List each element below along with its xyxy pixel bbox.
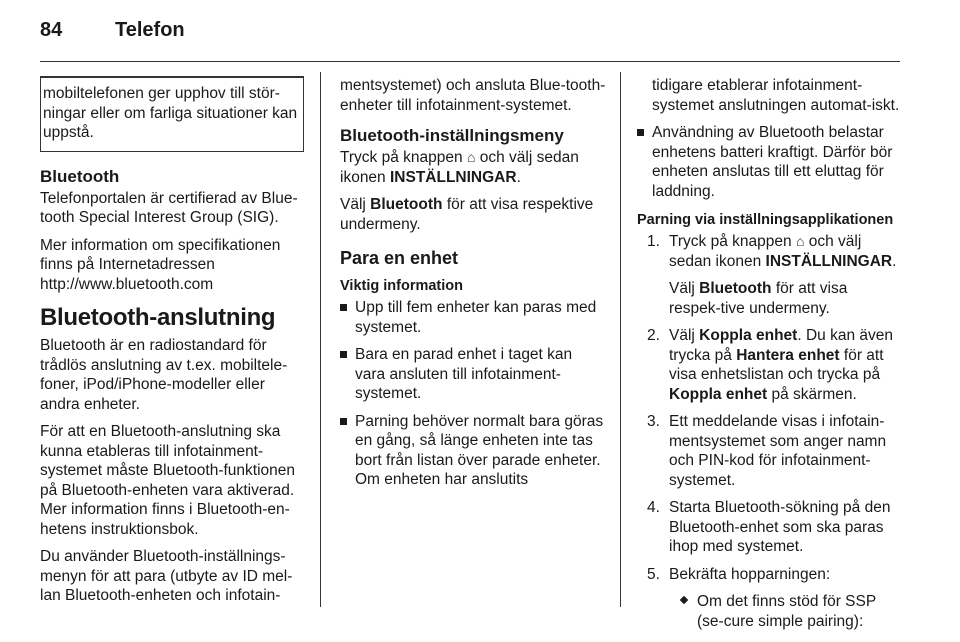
connection-heading: Bluetooth-anslutning [40, 304, 276, 331]
page-title: Telefon [115, 19, 185, 41]
list-item [637, 123, 902, 201]
important-info-heading: Viktig information [340, 278, 463, 294]
step-text: Starta Bluetooth-sökning på den Bluetooth-enhet som ska paras ihop med systemet. [669, 499, 891, 555]
connection-paragraph-1: Bluetooth är en radiostandard för trådlös anslutning av t.ex. mobiltele-foner, iPod/iPhone-modeller eller andra enheter. [40, 337, 288, 413]
step-3 [637, 412, 902, 490]
bluetooth-paragraph-2: Mer information om specifikationen finns på Internetadressen http://www.bluetooth.com [40, 236, 281, 293]
bluetooth-label: Bluetooth [370, 196, 443, 213]
text-run: Tryck på knappen [669, 233, 792, 250]
step-text: Bekräfta hopparningen: [669, 565, 831, 583]
continued-paragraph: mentsystemet) och ansluta Blue-tooth-enheter till infotainment-systemet. [340, 77, 606, 114]
list-item-text: Upp till fem enheter kan paras med systemet. [355, 299, 597, 336]
column-2 [340, 76, 606, 498]
step-number: 5. [647, 565, 660, 583]
list-item-text: Parning behöver normalt bara göras en gång, så länge enheten inte tas bort från listan över parade enheter. Om enheten har anslutits [355, 412, 604, 488]
diamond-bullet-icon [680, 596, 688, 604]
square-bullet-icon [340, 418, 347, 425]
pair-device-heading: Para en enhet [340, 248, 459, 268]
square-bullet-icon [637, 129, 644, 136]
header-rule [40, 61, 900, 62]
text-run: Tryck på knappen [340, 149, 463, 166]
text-run: . [516, 168, 521, 186]
step-number: 2. [647, 327, 660, 344]
step-4 [637, 498, 902, 557]
square-bullet-icon [340, 304, 347, 311]
step-number: 4. [647, 499, 660, 516]
bluetooth-label: Bluetooth [699, 280, 772, 297]
text-run: för att visa respektive undermeny. [340, 196, 594, 233]
step-text: Ett meddelande visas i infotain-mentsystemet som anger namn och PIN-kod för infotainment-systemet. [669, 413, 887, 489]
step-5-sublist [637, 592, 902, 631]
text-run: och välj sedan ikonen [669, 233, 862, 270]
column-1 [40, 76, 304, 614]
settings-menu-paragraph-2 [340, 195, 606, 234]
bluetooth-heading: Bluetooth [40, 166, 120, 186]
text-run: Välj [669, 280, 695, 297]
list-item [340, 412, 606, 490]
text-run: för att visa respek-tive undermeny. [669, 280, 848, 317]
step-text [669, 232, 902, 271]
settings-menu-paragraph-1 [340, 148, 606, 187]
connection-paragraph-3: Du använder Bluetooth-inställnings-menyn för att para (utbyte av ID mel-lan Bluetooth-enheten och infotain- [40, 548, 293, 604]
warning-box [40, 76, 304, 152]
text-run: och välj sedan ikonen [340, 149, 579, 186]
manage-device-label: Hantera enhet [736, 346, 840, 364]
list-item [340, 345, 606, 404]
connection-paragraph-2: För att en Bluetooth-anslutning ska kunna etableras till infotainment-systemet måste Bluetooth-funktionen på Bluetooth-enheten vara aktiverad. Mer information finns i Bluetooth-en-hetens instruktionsbok. [40, 423, 296, 538]
column-divider-2 [620, 72, 621, 607]
home-icon: ⌂ [466, 149, 476, 165]
text-run: Välj [669, 327, 695, 344]
continued-paragraph: tidigare etablerar infotainment-systemet anslutningen automat-iskt. [652, 77, 900, 114]
text-run: . Du kan även trycka på [669, 327, 893, 364]
settings-menu-heading: Bluetooth-inställningsmeny [340, 126, 564, 145]
step-1 [637, 232, 902, 318]
text-run: . [892, 252, 897, 270]
settings-label: INSTÄLLNINGAR [390, 168, 517, 186]
pair-device-label: Koppla enhet [669, 385, 768, 403]
step-2 [637, 326, 902, 404]
text-run: på skärmen. [771, 385, 857, 403]
warning-text: mobiltelefonen ger upphov till stör-ningar eller om farliga situationer kan uppstå. [43, 85, 298, 141]
list-item-text: Användning av Bluetooth belastar enhetens batteri kraftigt. Därför bör enheten anslutas till ett eluttag för laddning. [652, 124, 893, 200]
bluetooth-paragraph-1: Telefonportalen är certifierad av Blue-tooth Special Interest Group (SIG). [40, 189, 298, 226]
battery-note-list [637, 123, 902, 201]
text-run: för att visa enhetslistan och trycka på [669, 346, 884, 383]
important-info-list [340, 298, 606, 490]
settings-label: INSTÄLLNINGAR [765, 252, 893, 270]
page-number: 84 [40, 19, 63, 41]
text-run: Välj [340, 196, 366, 213]
home-icon: ⌂ [795, 233, 805, 249]
list-item-text: Bara en parad enhet i taget kan vara ansluten till infotainment-systemet. [355, 346, 573, 402]
step-number: 1. [647, 233, 660, 250]
step-text [669, 279, 902, 318]
column-divider-1 [320, 72, 321, 607]
app-pairing-heading: Parning via inställningsapplikationen [637, 212, 894, 228]
column-3 [637, 76, 902, 639]
step-5 [637, 565, 902, 632]
pair-device-label: Koppla enhet [699, 327, 798, 344]
list-item [669, 592, 902, 631]
pairing-steps [637, 232, 902, 631]
square-bullet-icon [340, 351, 347, 358]
step-number: 3. [647, 413, 660, 430]
list-item-text: Om det finns stöd för SSP (se-cure simple pairing): [697, 593, 876, 630]
list-item [340, 298, 606, 337]
